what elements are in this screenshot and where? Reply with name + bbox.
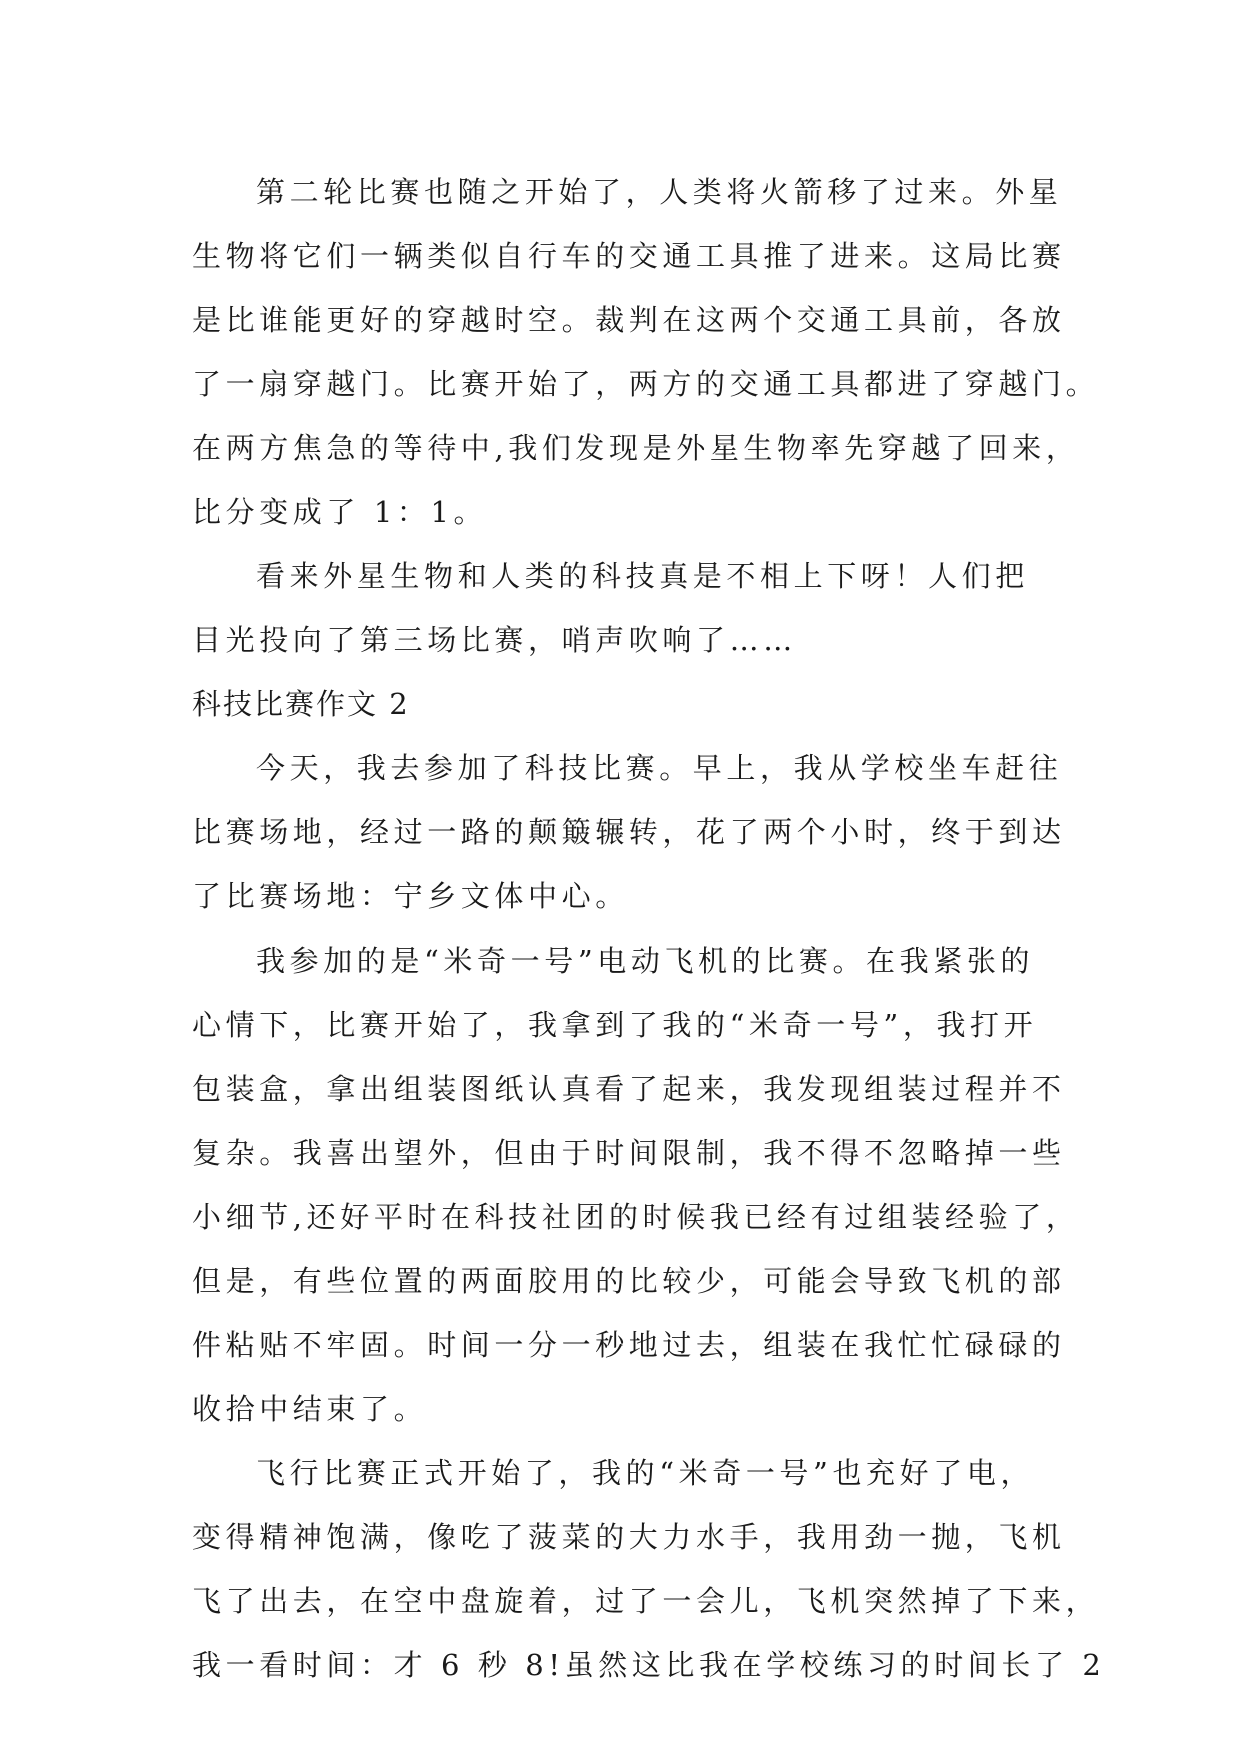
paragraph-line: 第二轮比赛也随之开始了，人类将火箭移了过来。外星 xyxy=(256,175,1063,209)
paragraph-line: 我参加的是“米奇一号”电动飞机的比赛。在我紧张的 xyxy=(256,944,1035,978)
paragraph-line: 今天，我去参加了科技比赛。早上，我从学校坐车赶往 xyxy=(256,751,1063,785)
paragraph-line: 变得精神饱满，像吃了菠菜的大力水手，我用劲一抛，飞机 xyxy=(192,1520,1066,1554)
paragraph-line: 心情下，比赛开始了，我拿到了我的“米奇一号”，我打开 xyxy=(192,1008,1038,1042)
paragraph-line: 件粘贴不牢固。时间一分一秒地过去，组装在我忙忙碌碌的 xyxy=(192,1328,1066,1362)
paragraph-line: 飞了出去，在空中盘旋着，过了一会儿，飞机突然掉了下来， xyxy=(192,1584,1100,1618)
paragraph-line: 了一扇穿越门。比赛开始了，两方的交通工具都进了穿越门。 xyxy=(192,367,1100,401)
paragraph-line: 了比赛场地：宁乡文体中心。 xyxy=(192,879,629,913)
paragraph-line: 收拾中结束了。 xyxy=(192,1392,428,1426)
paragraph-line: 比分变成了 1：1。 xyxy=(192,495,488,529)
section-heading: 科技比赛作文 2 xyxy=(192,687,410,721)
paragraph-line: 生物将它们一辆类似自行车的交通工具推了进来。这局比赛 xyxy=(192,239,1066,273)
paragraph-line: 包装盒，拿出组装图纸认真看了起来，我发现组装过程并不 xyxy=(192,1072,1066,1106)
paragraph-line: 目光投向了第三场比赛，哨声吹响了…… xyxy=(192,623,797,657)
paragraph-line: 飞行比赛正式开始了，我的“米奇一号”也充好了电， xyxy=(256,1456,1035,1490)
paragraph-line: 比赛场地，经过一路的颠簸辗转，花了两个小时，终于到达 xyxy=(192,815,1066,849)
paragraph-line: 但是，有些位置的两面胶用的比较少，可能会导致飞机的部 xyxy=(192,1264,1066,1298)
paragraph-line: 复杂。我喜出望外，但由于时间限制，我不得不忽略掉一些 xyxy=(192,1136,1066,1170)
paragraph-line: 看来外星生物和人类的科技真是不相上下呀！人们把 xyxy=(256,559,1029,593)
paragraph-line: 小细节,还好平时在科技社团的时候我已经有过组装经验了， xyxy=(192,1200,1080,1234)
paragraph-line: 我一看时间：才 6 秒 8!虽然这比我在学校练习的时间长了 2 xyxy=(192,1648,1106,1682)
paragraph-line: 是比谁能更好的穿越时空。裁判在这两个交通工具前，各放 xyxy=(192,303,1066,337)
paragraph-line: 在两方焦急的等待中,我们发现是外星生物率先穿越了回来， xyxy=(192,431,1080,465)
